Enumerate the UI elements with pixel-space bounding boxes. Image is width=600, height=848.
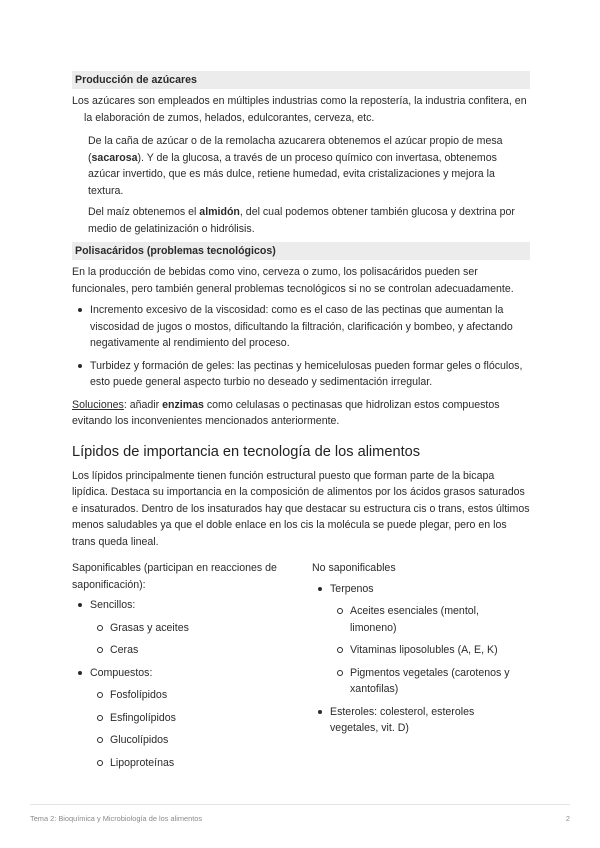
list-item: Turbidez y formación de geles: las pectinas y hemicelulosas pueden formar geles o flóculos, esto puede general aspecto turbio no deseado y sedimentación irregular. [90, 358, 530, 391]
list-item-label: Terpenos [330, 582, 374, 595]
list-item: Esfingolípidos [110, 710, 312, 727]
list-item-label: Compuestos: [90, 666, 153, 679]
section-heading-polisacaridos: Polisacáridos (problemas tecnológicos) [72, 242, 530, 260]
no-saponificables-list [312, 581, 522, 737]
underlined-label-soluciones: Soluciones [72, 398, 124, 411]
list-item: Grasas y aceites [110, 620, 312, 637]
list-item: Esteroles: colesterol, esteroles vegetales, vit. D) [330, 704, 522, 737]
page-footer [30, 804, 570, 828]
paragraph-sacarosa [72, 133, 530, 199]
column-saponificables [72, 560, 312, 777]
sublist [90, 620, 312, 659]
section-heading-azucares: Producción de azúcares [72, 71, 530, 89]
problem-list [72, 302, 530, 391]
paragraph-lipidos-intro: Los lípidos principalmente tienen función estructural puesto que forman parte de la bicapa lipídica. Destaca su importancia en la composición de alimentos por los ácidos grasos saturados e insaturados. Dentro de los insaturados hay que destacar su estructura cis o trans, estos últimos menos saludables ya que el doble enlace en los cis la molécula se puede plegar, pero en los trans queda lineal. [72, 469, 530, 548]
list-item [90, 597, 312, 659]
column-title: Saponificables (participan en reacciones de saponificación): [72, 562, 277, 591]
text-run: ). Y de la glucosa, a través de un proceso químico con invertasa, obtenemos azúcar invertido, que es más dulce, retiene humedad, evita cristalizaciones y mejora la textura. [88, 151, 497, 197]
bold-term-sacarosa: sacarosa [91, 151, 138, 164]
bold-term-almidon: almidón [199, 206, 240, 218]
text-run: , del cual podemos obtener también glucosa y dextrina por medio de gelatinización o hidrólisis. [88, 206, 515, 235]
list-item: Ceras [110, 642, 312, 659]
heading-lipidos: Lípidos de importancia en tecnología de los alimentos [72, 443, 421, 460]
list-item: Incremento excesivo de la viscosidad: como es el caso de las pectinas que aumentan la viscosidad de jugos o mostos, dificultando la filtración, clarificación y bombeo, y afectando negativamente al rendimiento del proceso. [90, 302, 530, 352]
page-number: 2 [565, 814, 570, 823]
footer-title: Tema 2: Bioquímica y Microbiología de los alimentos [30, 814, 203, 823]
text-run: : añadir [123, 398, 163, 411]
list-item [90, 665, 312, 772]
paragraph-polisacaridos-intro: En la producción de bebidas como vino, cerveza o zumo, los polisacáridos pueden ser funcionales, pero también general problemas tecnológicos si no se controlan adecuadamente. [72, 266, 514, 295]
document-page [72, 71, 530, 777]
column-no-saponificables [312, 560, 522, 777]
list-item: Glucolípidos [110, 732, 312, 749]
bold-term-enzimas: enzimas [162, 398, 204, 411]
list-item-label: Sencillos: [90, 599, 136, 611]
paragraph-almidon [72, 204, 530, 237]
paragraph-soluciones [72, 397, 530, 430]
text-run: como celulasas o pectinasas que hidrolizan estos compuestos evitando los inconvenientes mencionados anteriormente. [72, 398, 500, 427]
list-item [330, 581, 522, 698]
text-run: Del maíz obtenemos el [88, 206, 200, 218]
list-item: Pigmentos vegetales (carotenos y xantofilas) [350, 665, 522, 698]
lipid-classification [72, 560, 530, 777]
sublist [90, 687, 312, 771]
text-run: De la caña de azúcar o de la remolacha azucarera obtenemos el azúcar propio de mesa ( [88, 135, 503, 164]
list-item: Lipoproteínas [110, 755, 312, 772]
saponificables-list [72, 597, 312, 771]
paragraph-azucares-intro: Los azúcares son empleados en múltiples industrias como la repostería, la industria confitera, en la elaboración de zumos, helados, edulcorantes, cerveza, etc. [72, 95, 527, 124]
sublist [330, 603, 522, 698]
list-item: Fosfolípidos [110, 687, 312, 704]
list-item: Aceites esenciales (mentol, limoneno) [350, 603, 522, 636]
list-item: Vitaminas liposolubles (A, E, K) [350, 642, 522, 659]
column-title: No saponificables [312, 562, 396, 574]
